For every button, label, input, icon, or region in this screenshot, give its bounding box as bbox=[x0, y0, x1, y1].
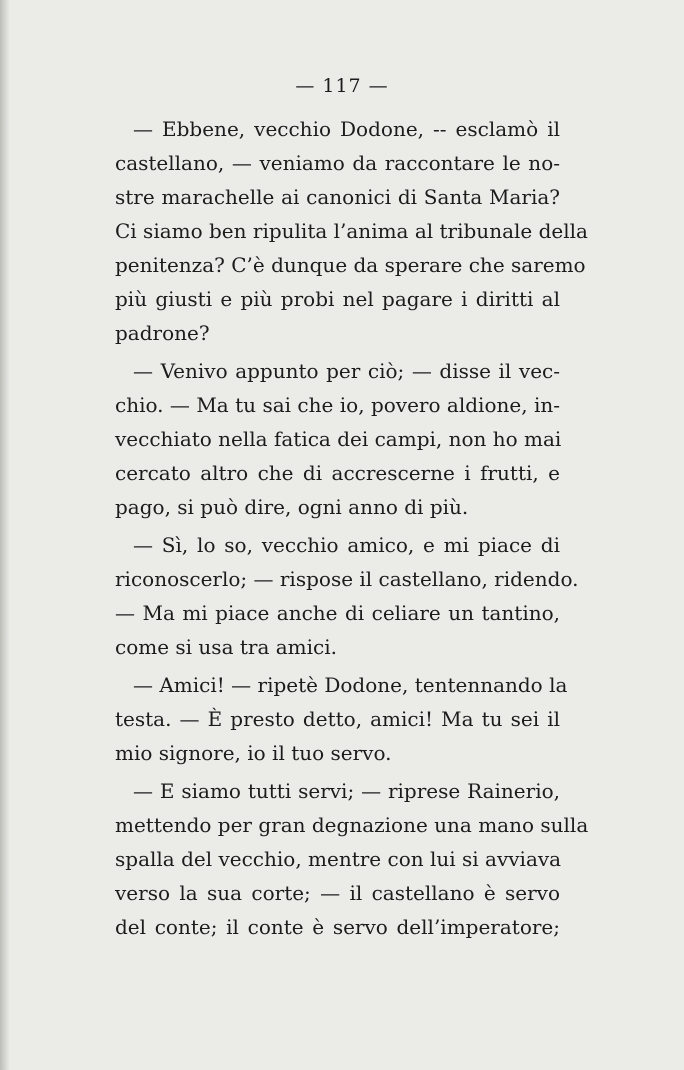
binding-edge bbox=[0, 0, 10, 1070]
paragraph bbox=[115, 668, 568, 770]
text-line: spalla del vecchio, mentre con lui si avviava bbox=[115, 847, 562, 871]
text-line: verso la sua corte; — il castellano è servo bbox=[115, 881, 560, 905]
text-line: stre marachelle ai canonici di Santa Maria? bbox=[115, 185, 560, 209]
paragraph bbox=[115, 112, 588, 350]
text-line: Ci siamo ben ripulita l’anima al tribunale della bbox=[115, 219, 588, 243]
text-line: più giusti e più probi nel pagare i diritti al bbox=[115, 287, 560, 311]
text-line: testa. — È presto detto, amici! Ma tu sei il bbox=[115, 707, 560, 731]
text-line: — Ebbene, vecchio Dodone, -- esclamò il bbox=[133, 117, 560, 141]
text-line: riconoscerlo; — rispose il castellano, ridendo. bbox=[115, 567, 579, 591]
text-line: — Sì, lo so, vecchio amico, e mi piace di bbox=[133, 533, 560, 557]
text-line: penitenza? C’è dunque da sperare che saremo bbox=[115, 253, 586, 277]
body-text bbox=[115, 112, 589, 948]
paragraph bbox=[115, 528, 579, 664]
paragraph bbox=[115, 354, 560, 524]
text-line: come si usa tra amici. bbox=[115, 635, 337, 659]
text-line: del conte; il conte è servo dell’imperatore; bbox=[115, 915, 560, 939]
text-line: cercato altro che di accrescerne i frutti, e bbox=[115, 461, 560, 485]
paragraph bbox=[115, 774, 589, 944]
text-line: chio. — Ma tu sai che io, povero aldione, in- bbox=[115, 393, 560, 417]
page-number: — 117 — bbox=[295, 75, 389, 97]
text-line: — Ma mi piace anche di celiare un tantino, bbox=[115, 601, 560, 625]
text-line: mio signore, io il tuo servo. bbox=[115, 741, 392, 765]
text-line: vecchiato nella fatica dei campi, non ho mai bbox=[115, 427, 562, 451]
text-line: mettendo per gran degnazione una mano sulla bbox=[115, 813, 589, 837]
text-line: — E siamo tutti servi; — riprese Rainerio, bbox=[133, 779, 560, 803]
text-line: castellano, — veniamo da raccontare le no- bbox=[115, 151, 560, 175]
text-line: padrone? bbox=[115, 321, 210, 345]
text-line: — Amici! — ripetè Dodone, tentennando la bbox=[133, 673, 568, 697]
text-line: — Venivo appunto per ciò; — disse il vec- bbox=[133, 359, 560, 383]
text-line: pago, si può dire, ogni anno di più. bbox=[115, 495, 469, 519]
